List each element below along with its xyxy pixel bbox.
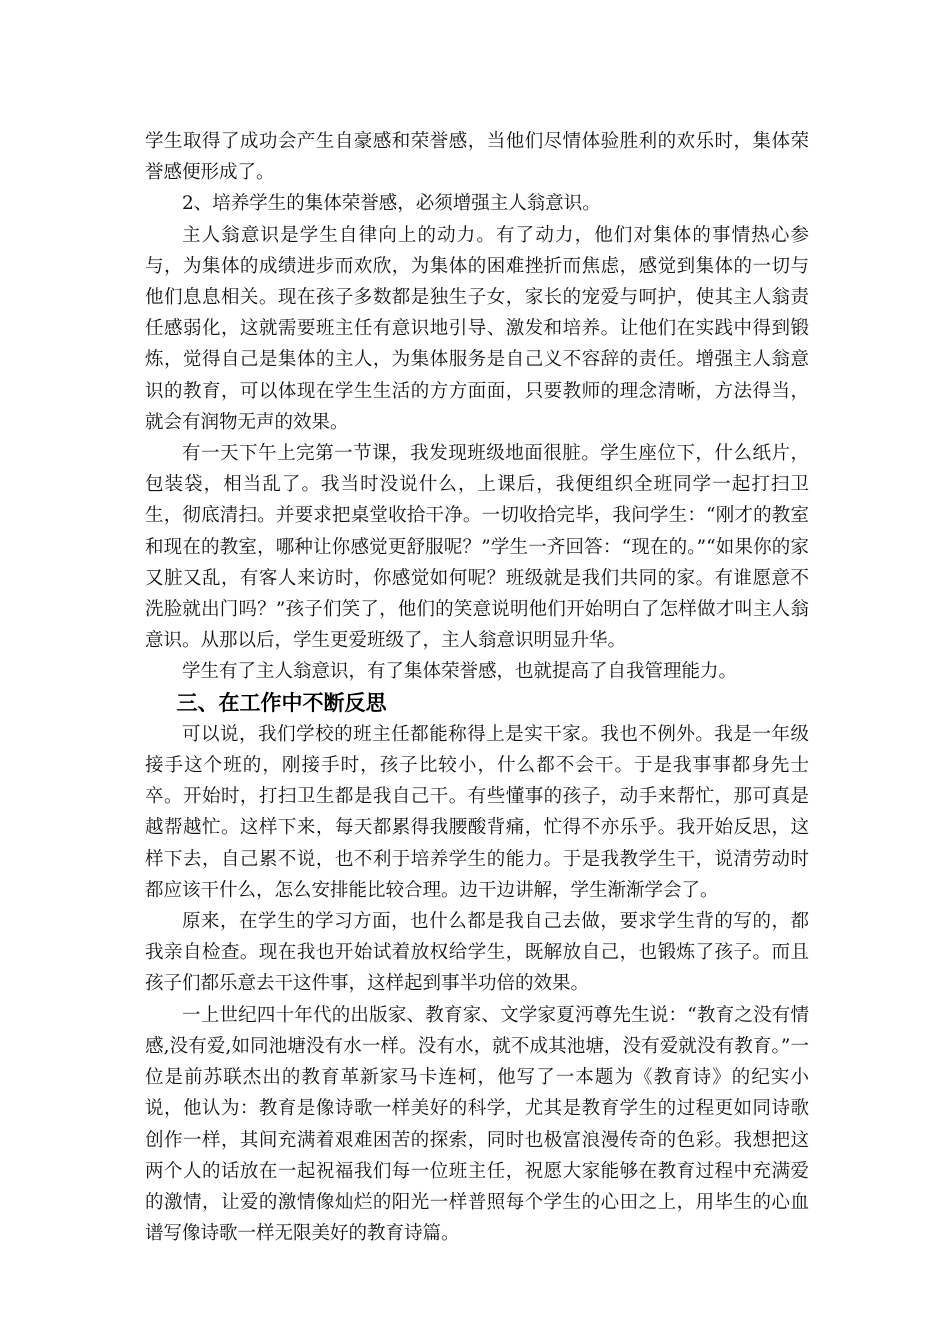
paragraph-practical-teacher: 可以说，我们学校的班主任都能称得上是实干家。我也不例外。我是一年级接手这个班的，刚接手时，孩子比较小，什么都不会干。于是我事事都身先士卒。开始时，打扫卫生都是我自己干。有些懂事的孩子，动手来帮忙，那可真是越帮越忙。这样下来，每天都累得我腰酸背痛，忙得不亦乐乎。我开始反思，这样下去，自己累不说，也不利于培养学生的能力。于是我教学生干，说清劳动时都应该干什么，怎么安排能比较合理。边干边讲解，学生渐渐学会了。 <box>145 723 809 901</box>
paragraph-delegation: 原来，在学生的学习方面，也什么都是我自己去做，要求学生背的写的，都我亲自检查。现在我也开始试着放权给学生，既解放自己，也锻炼了孩子。而且孩子们都乐意去干这件事，这样起到事半功倍的效果。 <box>145 911 809 995</box>
document-body <box>145 126 809 1249</box>
section-heading: 三、在工作中不断反思 <box>176 690 387 715</box>
paragraph-closing-quote: 一上世纪四十年代的出版家、教育家、文学家夏沔尊先生说：“教育之没有情感,没有爱,如同池塘没有水一样。没有水，就不成其池塘，没有爱就没有教育。”一位是前苏联杰出的教育革新家马卡连柯，他写了一本题为《教育诗》的纪实小说，他认为：教育是像诗歌一样美好的科学，尤其是教育学生的过程更如同诗歌创作一样，其间充满着艰难困苦的探索，同时也极富浪漫传奇的色彩。我想把这两个人的话放在一起祝福我们每一位班主任，祝愿大家能够在教育过程中充满爱的激情，让爱的激情像灿烂的阳光一样普照每个学生的心田之上，用毕生的心血谱写像诗歌一样无限美好的教育诗篇。 <box>145 1004 809 1245</box>
paragraph-continuation: 学生取得了成功会产生自豪感和荣誉感，当他们尽情体验胜利的欢乐时，集体荣誉感便形成了。 <box>145 131 809 184</box>
paragraph-self-management: 学生有了主人翁意识，有了集体荣誉感，也就提高了自我管理能力。 <box>182 661 738 683</box>
subheading-point-2: 2、培养学生的集体荣誉感，必须增强主人翁意识。 <box>182 193 601 215</box>
paragraph-ownership-awareness: 主人翁意识是学生自律向上的动力。有了动力，他们对集体的事情热心参与，为集体的成绩进步而欢欣，为集体的困难挫折而焦虑，感觉到集体的一切与他们息息相关。现在孩子多数都是独生子女，家长的宠爱与呵护，使其主人翁责任感弱化，这就需要班主任有意识地引导、激发和培养。让他们在实践中得到锻炼，觉得自己是集体的主人，为集体服务是自己义不容辞的责任。增强主人翁意识的教育，可以体现在学生生活的方方面面，只要教师的理念清晰，方法得当，就会有润物无声的效果。 <box>145 224 809 433</box>
paragraph-classroom-story: 有一天下午上完第一节课，我发现班级地面很脏。学生座位下，什么纸片，包装袋，相当乱了。我当时没说什么，上课后，我便组织全班同学一起打扫卫生，彻底清扫。并要求把桌堂收拾干净。一切收拾完毕，我问学生：“刚才的教室和现在的教室，哪种让你感觉更舒服呢？”学生一齐回答：“现在的。”“如果你的家又脏又乱，有客人来访时，你感觉如何呢？班级就是我们共同的家。有谁愿意不洗脸就出门吗？”孩子们笑了，他们的笑意说明他们开始明白了怎样做才叫主人翁意识。从那以后，学生更爱班级了，主人翁意识明显升华。 <box>145 443 809 652</box>
